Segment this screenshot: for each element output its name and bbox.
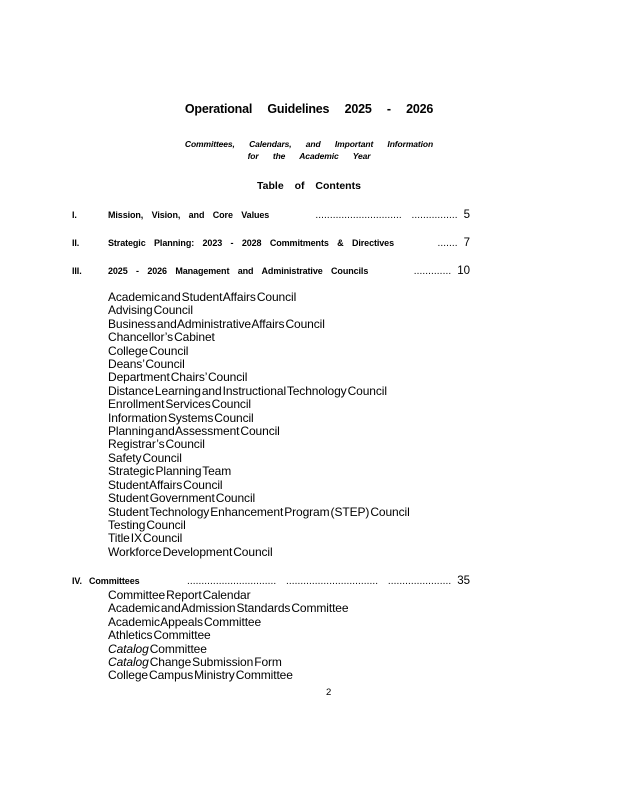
council-item: Department Chairs’ Council: [108, 370, 248, 385]
council-item: Business and Administrative Affairs Council: [108, 316, 325, 331]
committee-item: [108, 616, 348, 629]
council-item: Student Technology Enhancement Program (STEP) Council: [108, 504, 410, 519]
council-item: Planning and Assessment Council: [108, 424, 280, 439]
committee-item: [108, 602, 348, 615]
committee-item-text: Committee Report Calendar: [108, 588, 251, 602]
committee-item-text: College Campus Ministry Committee: [108, 668, 293, 683]
council-item: Advising Council: [108, 303, 193, 318]
toc-entry-numeral: III.: [72, 266, 82, 276]
council-item: Distance Learning and Instructional Technology Council: [108, 383, 387, 398]
page-title: Operational Guidelines 2025 - 2026: [184, 102, 434, 116]
council-item: College Council: [108, 343, 189, 358]
council-item: Registrar’s Council: [108, 437, 205, 452]
council-item: Student Affairs Council: [108, 477, 223, 492]
council-item: Deans’ Council: [108, 357, 185, 372]
toc-entry-strategic-planning: [72, 237, 470, 249]
toc-heading: Table of Contents: [257, 180, 361, 192]
committee-item-italic: Catalog: [108, 641, 149, 656]
committee-item-text: Committee: [148, 641, 207, 656]
council-item: Safety Council: [108, 450, 182, 465]
toc-page-number: 7: [463, 237, 470, 249]
council-item: Academic and Student Affairs Council: [108, 290, 297, 304]
toc-leader-dots: .............................. ................: [315, 210, 458, 221]
committee-item-text: Change Submission Form: [148, 655, 282, 670]
council-item: Enrollment Services Council: [108, 397, 251, 412]
toc-leader-dots: .............: [413, 266, 452, 277]
toc-leader-dots: ............................... ................................ ......................: [187, 576, 452, 587]
council-item: Strategic Planning Team: [108, 464, 232, 479]
toc-entry-management-councils: [72, 265, 470, 277]
toc-page-number: 10: [457, 265, 470, 277]
toc-leader-dots: .......: [437, 238, 458, 249]
committee-item: [108, 589, 348, 602]
committee-item: [108, 643, 348, 656]
council-item: Testing Council: [108, 517, 186, 532]
toc-entry-committees: [72, 575, 470, 587]
committee-item: [108, 629, 348, 642]
toc-entry-numeral: IV.: [72, 576, 82, 586]
toc-entry-numeral: I.: [72, 210, 77, 220]
council-item: Workforce Development Council: [108, 544, 273, 559]
footer-page-number: 2: [326, 687, 332, 698]
committee-item: [108, 656, 348, 669]
committee-item-text: Academic and Admission Standards Committee: [108, 601, 349, 616]
subtitle-line-1: Committees, Calendars, and Important Information: [184, 139, 434, 149]
committee-item-text: Academic Appeals Committee: [108, 614, 262, 629]
committees-list: [108, 589, 348, 683]
toc-entry-title: 2025 - 2026 Management and Administrative Councils: [108, 266, 369, 276]
toc-entry-mission-vision: [72, 209, 470, 221]
toc-page-number: 35: [457, 575, 470, 587]
councils-list: [108, 291, 410, 559]
toc-entry-title: Committees: [89, 576, 140, 586]
toc-entry-title: Strategic Planning: 2023 - 2028 Commitments & Directives: [108, 238, 394, 248]
committee-item: [108, 669, 348, 682]
toc-entry-numeral: II.: [72, 238, 80, 248]
toc-page-number: 5: [463, 209, 470, 221]
council-item: Student Government Council: [108, 491, 256, 506]
page-subtitle: [0, 139, 618, 162]
council-item: Chancellor’s Cabinet: [108, 330, 215, 345]
committee-item-italic: Catalog: [108, 655, 149, 670]
toc-entry-title: Mission, Vision, and Core Values: [108, 210, 270, 220]
committee-item-text: Athletics Committee: [108, 628, 211, 643]
subtitle-line-2: for the Academic Year: [247, 150, 371, 161]
council-item: Title IX Council: [108, 531, 183, 546]
council-item: Information Systems Council: [108, 410, 254, 425]
